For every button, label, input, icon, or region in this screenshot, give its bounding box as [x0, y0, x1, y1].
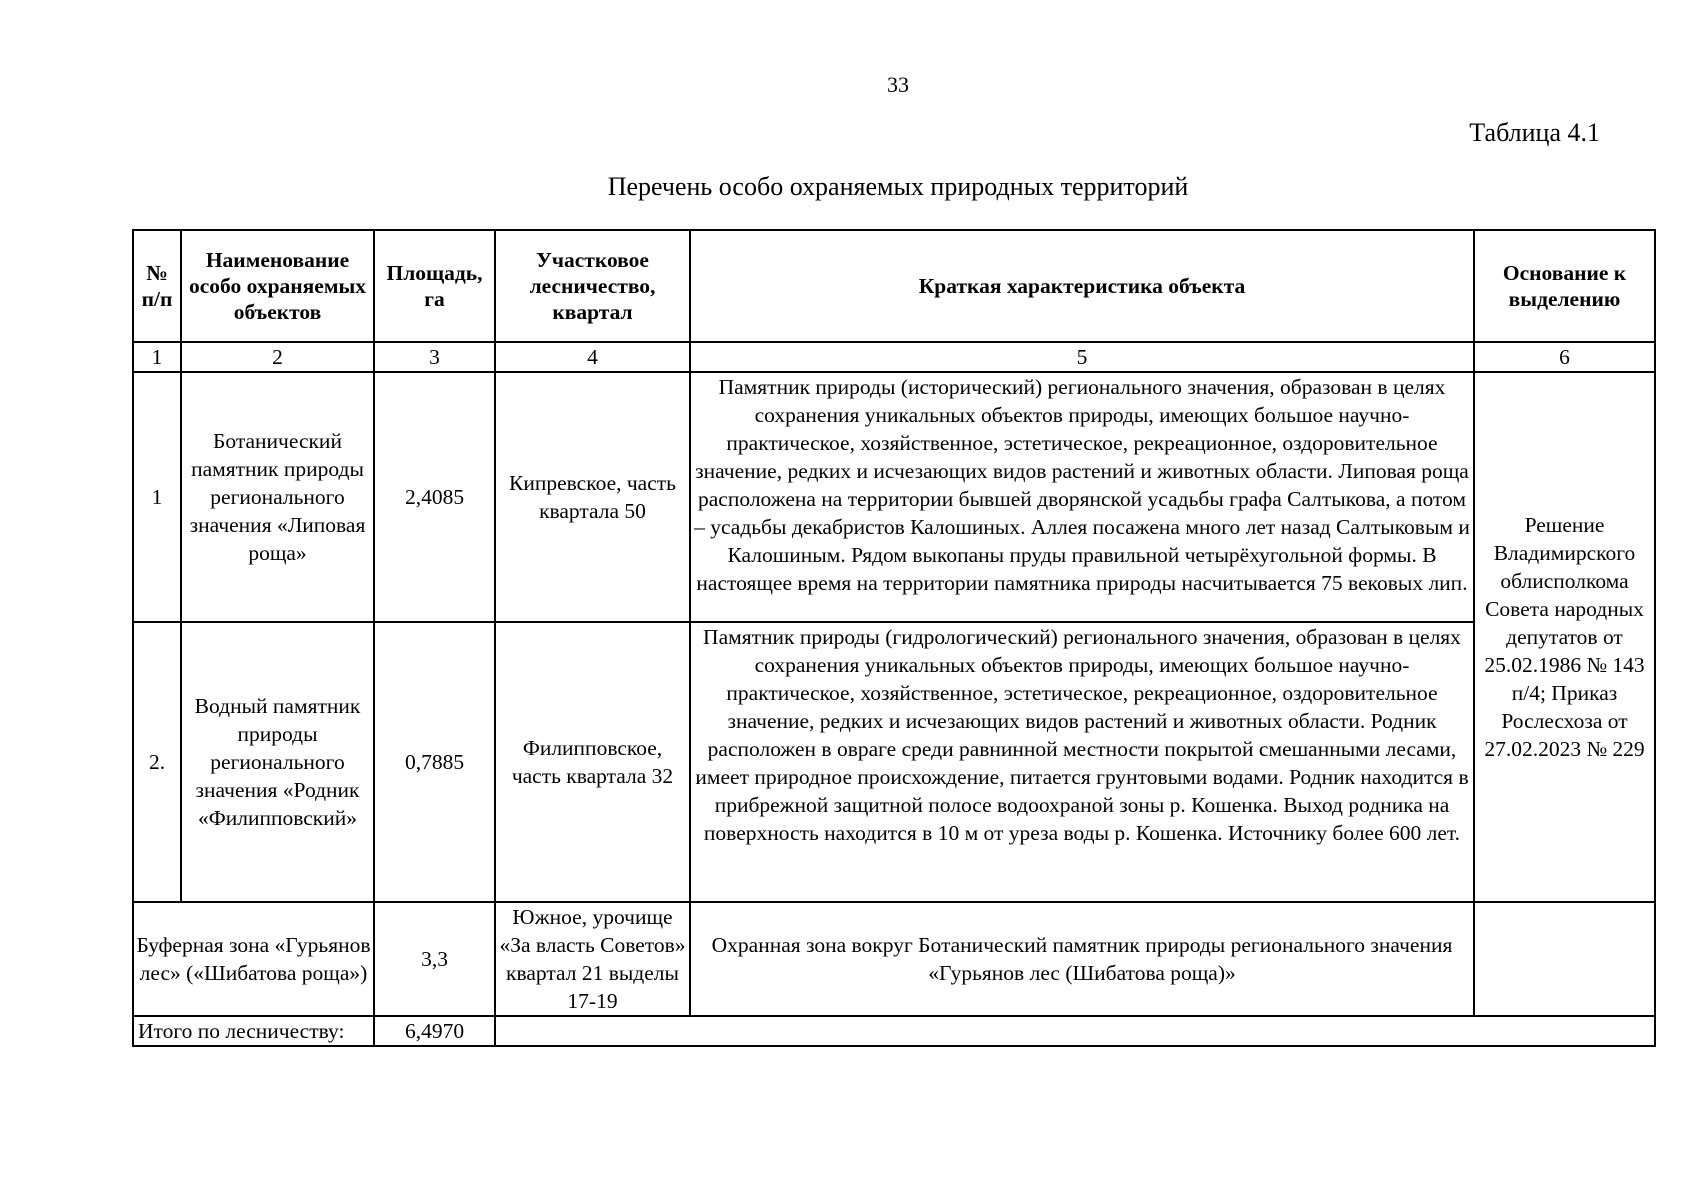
- table-row: [133, 622, 1655, 902]
- object-description: Памятник природы (исторический) регионального значения, образован в целях сохранения уникальных объектов природы, имеющих большое научно-практическое, хозяйственное, эстетическое, рекреационное, оздоровительное значение, редких и исчезающих видов растений и животных области. Липовая роща расположена на территории бывшей дворянской усадьбы графа Салтыкова, а потом – усадьбы декабристов Калошиных. Аллея посажена много лет назад Салтыковым и Калошиным. Рядом выкопаны пруды правильной четырёхугольной формы. В настоящее время на территории памятника природы насчитывается 75 вековых лип.: [690, 372, 1474, 622]
- page-number: 33: [887, 72, 909, 97]
- column-number: 1: [133, 342, 181, 372]
- row-number: 1: [133, 372, 181, 622]
- object-basis: Решение Владимирского облисполкома Совета народных депутатов от 25.02.1986 № 143 п/4; Приказ Рослесхоза от 27.02.2023 № 229: [1474, 372, 1655, 902]
- column-number: 6: [1474, 342, 1655, 372]
- buffer-zone-row: [133, 902, 1655, 1016]
- document-title: Перечень особо охраняемых природных территорий: [607, 172, 1189, 201]
- header-name: Наименование особо охраняемых объектов: [181, 230, 374, 342]
- header-description: Краткая характеристика объекта: [690, 230, 1474, 342]
- total-row: [133, 1016, 1655, 1046]
- column-number: 4: [495, 342, 690, 372]
- object-forestry: Филипповское, часть квартала 32: [495, 622, 690, 902]
- total-value: 6,4970: [374, 1016, 495, 1046]
- object-area: 0,7885: [374, 622, 495, 902]
- object-name: Ботанический памятник природы регионального значения «Липовая роща»: [181, 372, 374, 622]
- protected-areas-table: [132, 229, 1656, 1047]
- buffer-zone-forestry: Южное, урочище «За власть Советов» квартал 21 выделы 17-19: [495, 902, 690, 1016]
- table-row: [133, 372, 1655, 622]
- object-name: Водный памятник природы регионального значения «Родник «Филипповский»: [181, 622, 374, 902]
- header-forestry: Участковое лесничество, квартал: [495, 230, 690, 342]
- column-numbers-row: [133, 342, 1655, 372]
- column-number: 3: [374, 342, 495, 372]
- header-area: Площадь, га: [374, 230, 495, 342]
- buffer-zone-basis: [1474, 902, 1655, 1016]
- buffer-zone-name: Буферная зона «Гурьянов лес» («Шибатова роща»): [133, 902, 374, 1016]
- total-label: Итого по лесничеству:: [133, 1016, 374, 1046]
- table-label: Таблица 4.1: [1469, 118, 1600, 147]
- object-description: Памятник природы (гидрологический) регионального значения, образован в целях сохранения уникальных объектов природы, имеющих большое научно-практическое, хозяйственное, эстетическое, рекреационное, оздоровительное значение, редких и исчезающих видов растений и животных области. Родник расположен в овраге среди равнинной местности покрытой смешанными лесами, имеет природное происхождение, питается грунтовыми водами. Родник находится в прибрежной защитной полосе водоохраной зоны р. Кошенка. Выход родника на поверхность находится в 10 м от уреза воды р. Кошенка. Источнику более 600 лет.: [690, 622, 1474, 902]
- object-area: 2,4085: [374, 372, 495, 622]
- column-number: 2: [181, 342, 374, 372]
- buffer-zone-description: Охранная зона вокруг Ботанический памятник природы регионального значения «Гурьянов лес (Шибатова роща)»: [690, 902, 1474, 1016]
- header-number: № п/п: [133, 230, 181, 342]
- table-header-row: [133, 230, 1655, 342]
- row-number: 2.: [133, 622, 181, 902]
- buffer-zone-area: 3,3: [374, 902, 495, 1016]
- header-basis: Основание к выделению: [1474, 230, 1655, 342]
- object-forestry: Кипревское, часть квартала 50: [495, 372, 690, 622]
- total-empty-cell: [495, 1016, 1655, 1046]
- column-number: 5: [690, 342, 1474, 372]
